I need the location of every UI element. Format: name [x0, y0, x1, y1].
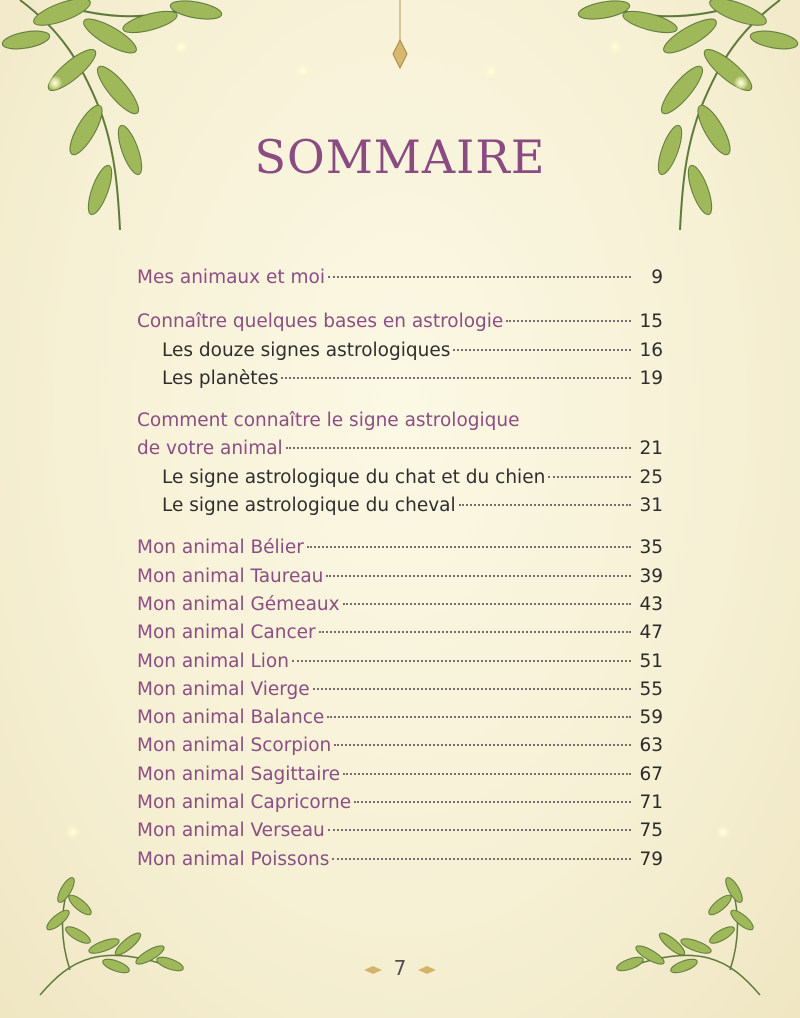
- dot-leader: [343, 602, 631, 605]
- glow-dot: [716, 825, 730, 839]
- toc-entry-page: 21: [639, 438, 663, 460]
- dot-leader: [506, 319, 631, 322]
- toc-entry-page: 16: [639, 339, 663, 361]
- toc-entry-page: 67: [639, 763, 663, 785]
- toc-entry[interactable]: [137, 732, 663, 760]
- toc-entry-label: Mon animal Taureau: [137, 565, 324, 587]
- toc-entry[interactable]: [137, 676, 663, 704]
- dot-leader: [328, 275, 631, 278]
- toc-entry-label: Mon animal Sagittaire: [137, 763, 340, 785]
- toc-entry-label: Le signe astrologique du chat et du chien: [162, 466, 546, 488]
- toc-entry-page: 43: [639, 593, 663, 615]
- glow-dot: [174, 40, 188, 54]
- toc-subentry[interactable]: [137, 365, 663, 393]
- toc-entry-page: 15: [639, 311, 663, 333]
- toc-entry[interactable]: [137, 648, 663, 676]
- toc-entry[interactable]: [137, 534, 663, 562]
- toc-subentry[interactable]: [137, 337, 663, 365]
- toc-entry[interactable]: [137, 789, 663, 817]
- dot-leader: [281, 376, 631, 379]
- toc-entry[interactable]: [137, 308, 663, 336]
- toc-entry-page: 25: [639, 466, 663, 488]
- toc-entry-page: 71: [639, 792, 663, 814]
- dot-leader: [332, 857, 631, 860]
- toc-entry-label: Mon animal Scorpion: [137, 735, 332, 757]
- toc-entry[interactable]: [137, 846, 663, 874]
- table-of-contents: [137, 264, 663, 874]
- dot-leader: [328, 828, 631, 831]
- glow-dot: [608, 40, 622, 54]
- toc-entry-label: Le signe astrologique du cheval: [162, 495, 456, 517]
- toc-entry-label: Connaître quelques bases en astrologie: [137, 311, 504, 333]
- toc-entry-page: 31: [639, 495, 663, 517]
- toc-entry-label: Comment connaître le signe astrologique: [137, 410, 520, 432]
- toc-entry-label: Mon animal Cancer: [137, 622, 316, 644]
- toc-entry-page: 75: [639, 820, 663, 842]
- dot-leader: [319, 630, 631, 633]
- dot-leader: [459, 503, 631, 506]
- toc-entry[interactable]: [137, 264, 663, 292]
- toc-subentry[interactable]: [137, 464, 663, 492]
- glow-dot: [48, 76, 62, 90]
- toc-entry-label: Mon animal Vierge: [137, 678, 310, 700]
- toc-entry-label: Mon animal Capricorne: [137, 792, 352, 814]
- toc-entry-label: Mon animal Poissons: [137, 848, 330, 870]
- glow-dot: [66, 825, 80, 839]
- toc-entry[interactable]: [137, 563, 663, 591]
- glow-dot: [734, 76, 748, 90]
- toc-subentry[interactable]: [137, 492, 663, 520]
- gold-diamond-right-icon: [418, 966, 436, 974]
- dot-leader: [292, 659, 631, 662]
- toc-entry-page: 9: [651, 267, 663, 288]
- toc-entry[interactable]: [137, 817, 663, 845]
- toc-entry-page: 19: [639, 367, 663, 389]
- toc-entry-label: Mon animal Gémeaux: [137, 593, 340, 615]
- toc-entry[interactable]: [137, 761, 663, 789]
- dot-leader: [548, 475, 631, 478]
- toc-entry-page: 39: [639, 565, 663, 587]
- leaf-garland-top-right: [540, 0, 800, 240]
- toc-entry[interactable]: [137, 619, 663, 647]
- leaf-garland-top-left: [0, 0, 260, 240]
- toc-entry-label: Mon animal Balance: [137, 707, 325, 729]
- toc-entry-label: Mon animal Lion: [137, 650, 289, 672]
- toc-entry-page: 51: [639, 650, 663, 672]
- toc-entry-label: Mon animal Bélier: [137, 537, 304, 559]
- dot-leader: [326, 574, 631, 577]
- dot-leader: [313, 687, 631, 690]
- toc-entry[interactable]: [137, 591, 663, 619]
- glow-dot: [296, 64, 310, 78]
- toc-entry[interactable]: [137, 435, 663, 463]
- toc-entry[interactable]: [137, 704, 663, 732]
- toc-entry-page: 59: [639, 707, 663, 729]
- toc-entry-page: 55: [639, 678, 663, 700]
- toc-entry-label: Mes animaux et moi: [137, 267, 325, 288]
- gold-charm-ornament: [380, 0, 420, 80]
- dot-leader: [307, 545, 631, 548]
- dot-leader: [334, 743, 631, 746]
- glow-dot: [484, 64, 498, 78]
- dot-leader: [343, 772, 631, 775]
- toc-entry-label: de votre animal: [137, 438, 283, 460]
- dot-leader: [286, 446, 631, 449]
- toc-entry-page: 79: [639, 848, 663, 870]
- page-title: SOMMAIRE: [254, 130, 546, 184]
- page-number: 7: [393, 956, 407, 980]
- toc-entry-page: 35: [639, 537, 663, 559]
- dot-leader: [354, 800, 631, 803]
- toc-entry-label: Les douze signes astrologiques: [162, 339, 451, 361]
- toc-entry-page: 63: [639, 735, 663, 757]
- toc-entry-label: Les planètes: [162, 367, 279, 389]
- dot-leader: [327, 715, 631, 718]
- toc-entry[interactable]: [137, 407, 663, 435]
- toc-entry-page: 47: [639, 622, 663, 644]
- toc-entry-label: Mon animal Verseau: [137, 820, 325, 842]
- dot-leader: [453, 348, 631, 351]
